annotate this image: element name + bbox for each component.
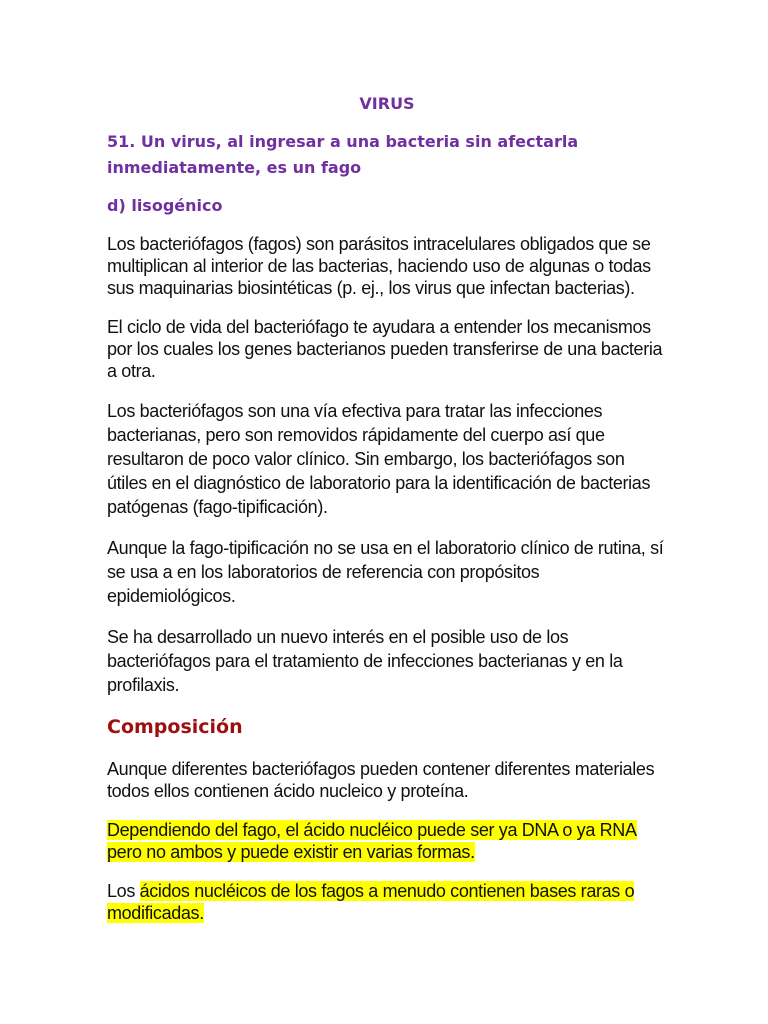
composition-paragraph-1 bbox=[107, 758, 667, 802]
composition-paragraph-3 bbox=[107, 880, 667, 924]
highlighted-text: ácidos nucléicos de los fagos a menudo contienen bases raras o modificadas. bbox=[107, 881, 635, 923]
paragraph-3: Los bacteriófagos son una vía efectiva para tratar las infecciones bacterianas, pero son removidos rápidamente del cuerpo así que resultaron de poco valor clínico. Sin embargo, los bacteriófagos son útiles en el diagnóstico de laboratorio para la identificación de bacterias patógenas (fago-tipificación). bbox=[107, 401, 651, 517]
paragraph-5: Se ha desarrollado un nuevo interés en el posible uso de los bacteriófagos para el tratamiento de infecciones bacterianas y en la profilaxis. bbox=[107, 627, 623, 695]
question-text: 51. Un virus, al ingresar a una bacteria sin afectarla inmediatamente, es un fago bbox=[107, 132, 579, 177]
paragraph-4: Aunque la fago-tipificación no se usa en el laboratorio clínico de rutina, sí se usa a en los laboratorios de referencia con propósitos epidemiológicos. bbox=[107, 538, 664, 606]
composition-paragraph-1-text: Aunque diferentes bacteriófagos pueden contener diferentes materiales todos ellos contienen ácido nucleico y proteína. bbox=[107, 759, 655, 801]
highlighted-text: Dependiendo del fago, el ácido nucléico puede ser ya DNA o ya RNA pero no ambos y puede existir en varias formas. bbox=[107, 820, 637, 862]
section-heading: Composición bbox=[107, 716, 243, 738]
paragraph-2: El ciclo de vida del bacteriófago te ayudara a entender los mecanismos por los cuales los genes bacterianos pueden transferirse de una bacteria a otra. bbox=[107, 317, 663, 381]
paragraph-prefix: Los bbox=[107, 881, 140, 901]
paragraph-1: Los bacteriófagos (fagos) son parásitos intracelulares obligados que se multiplican al interior de las bacterias, haciendo uso de algunas o todas sus maquinarias biosintéticas (p. ej., los virus que infectan bacterias). bbox=[107, 234, 651, 298]
document-content bbox=[107, 92, 667, 941]
answer-text: d) lisogénico bbox=[107, 196, 223, 215]
composition-paragraph-2 bbox=[107, 819, 667, 863]
document-title: VIRUS bbox=[359, 94, 415, 113]
